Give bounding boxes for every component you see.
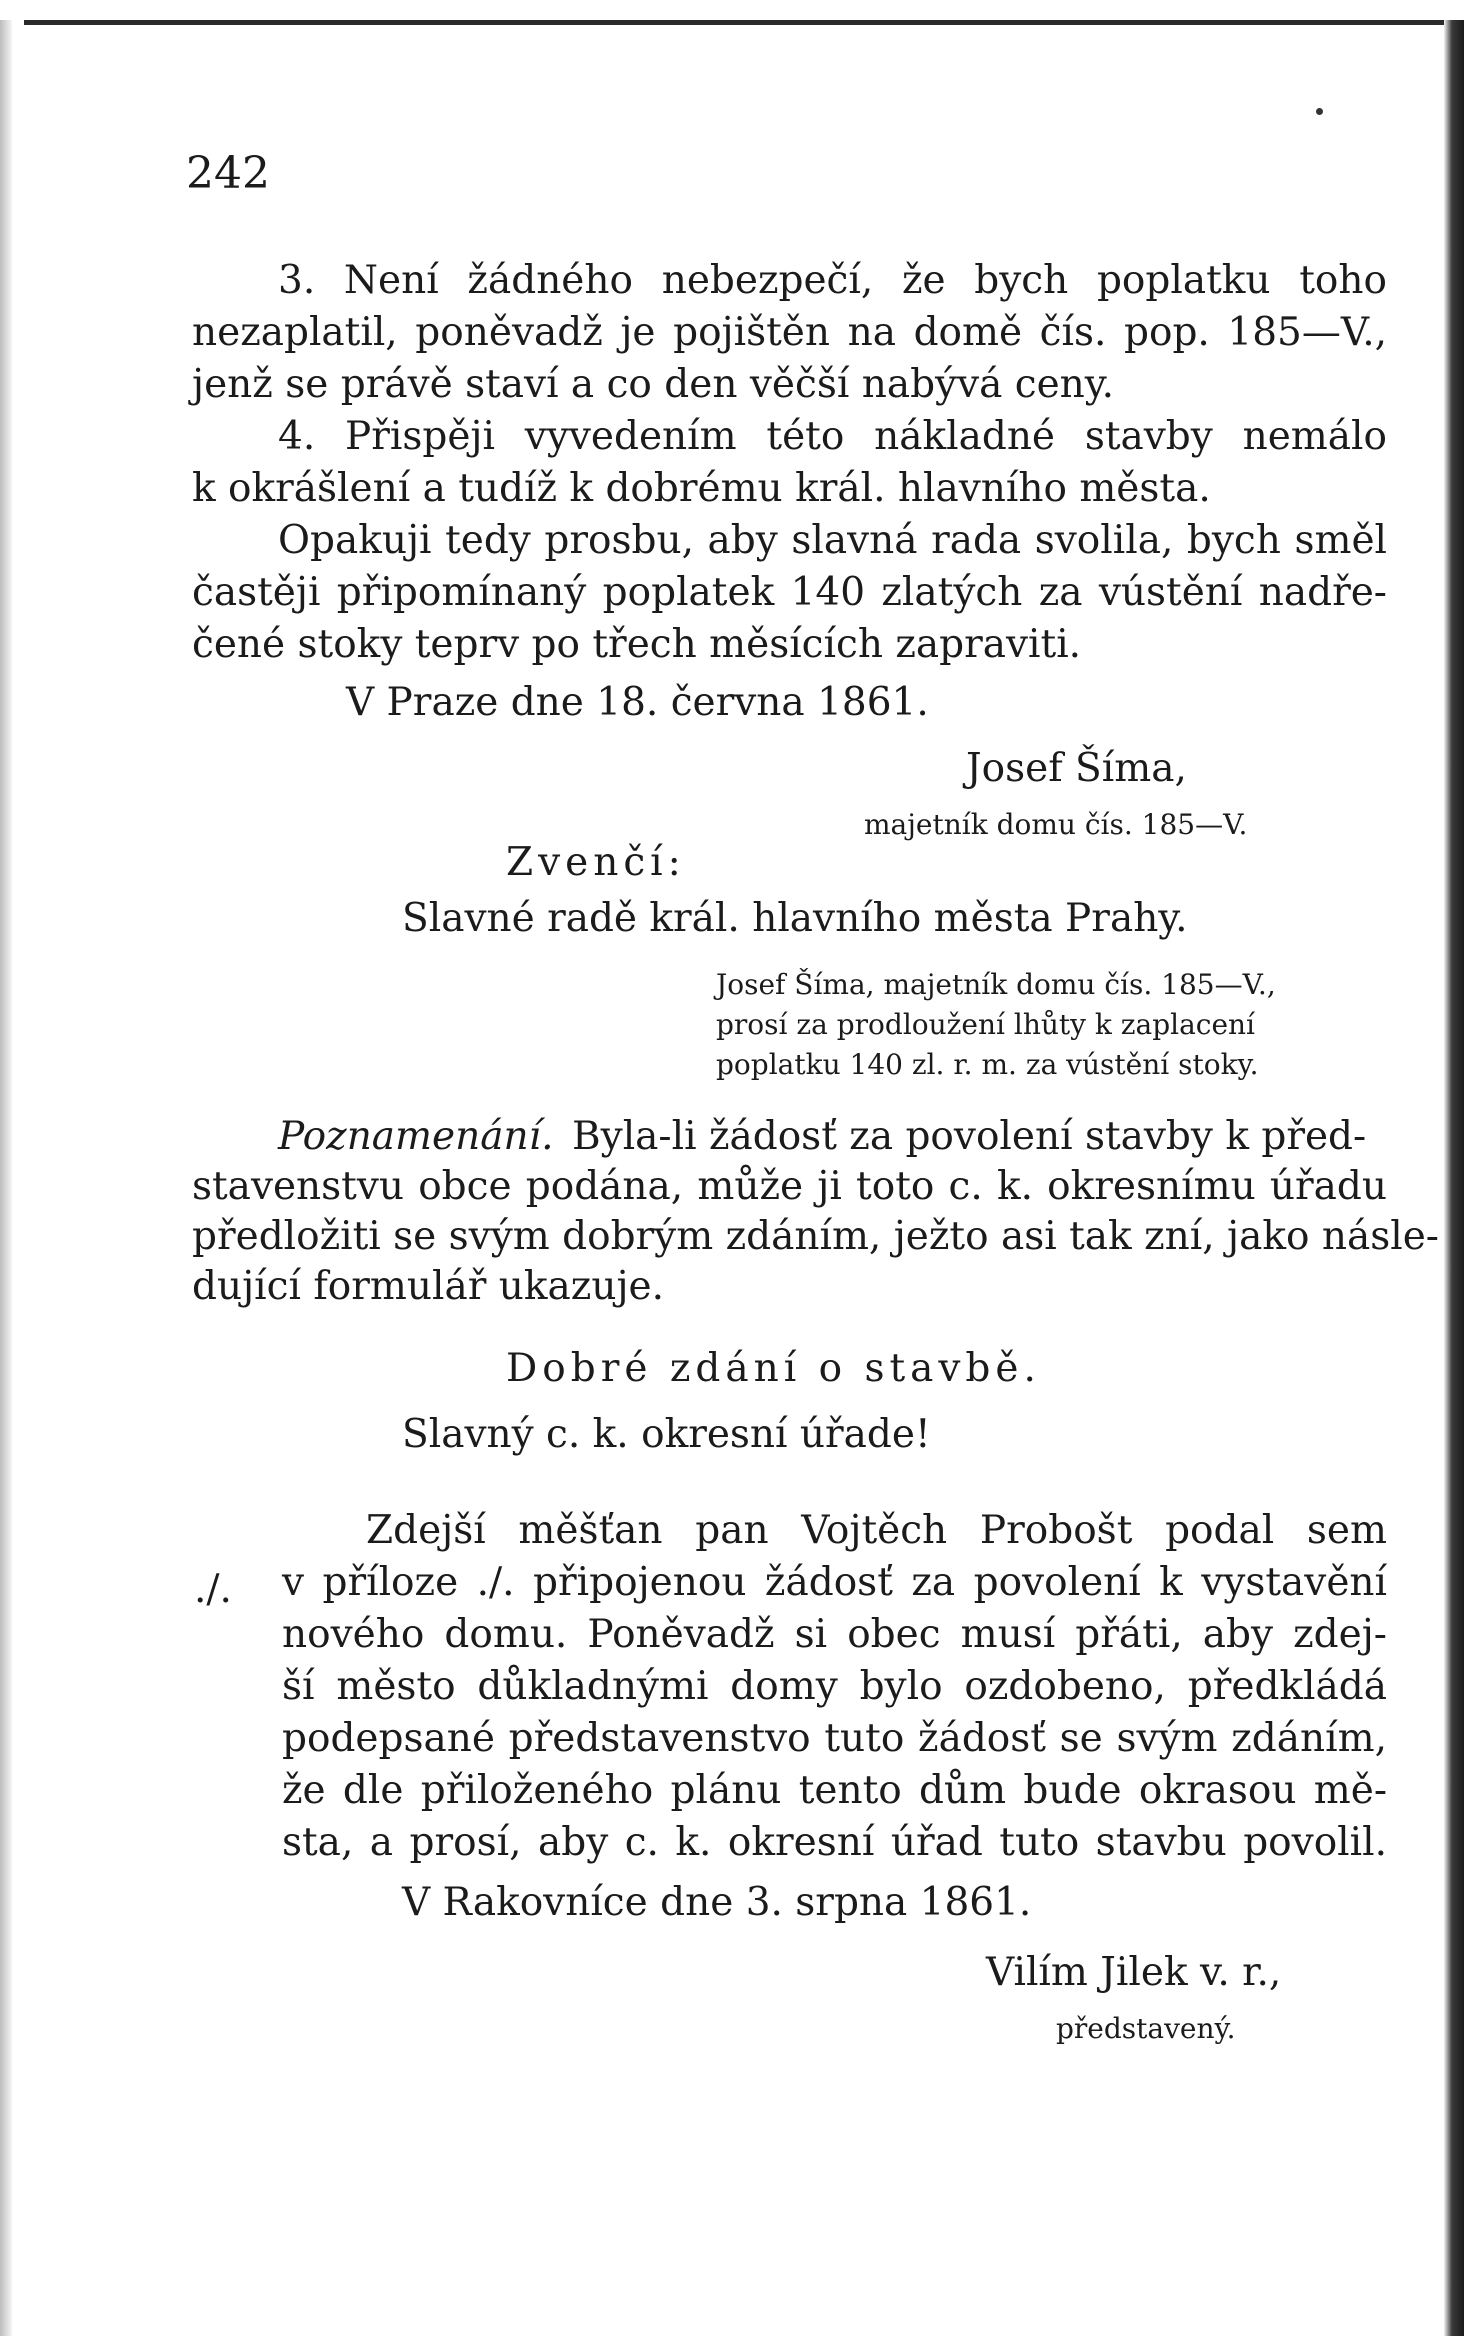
page-number: 242 — [186, 148, 270, 199]
letter-line: 4. Přispěji vyvedením této nákladné stavby nemálo — [278, 414, 1387, 459]
opinion-line: že dle přiloženého plánu tento dům bude okrasou mě- — [282, 1768, 1387, 1813]
note-label: Poznamenání. — [278, 1114, 554, 1159]
opinion-line: v příloze ./. připojenou žádosť za povolení k vystavění — [282, 1560, 1387, 1605]
opinion-line: Zdejší měšťan pan Vojtěch Probošt podal sem — [366, 1508, 1387, 1553]
opinion-line: nového domu. Poněvadž si obec musí přáti, aby zdej- — [282, 1612, 1387, 1657]
scan-border-left — [0, 20, 12, 2336]
outside-address: Slavné radě král. hlavního města Prahy. — [402, 896, 1188, 941]
opinion-line: ší město důkladnými domy bylo ozdobeno, předkládá — [282, 1664, 1387, 1709]
scan-speck — [1316, 108, 1323, 115]
letter-line: Opakuji tedy prosbu, aby slavná rada svolila, bych směl — [278, 518, 1387, 563]
opinion-signature-title: představený. — [1056, 2012, 1236, 2045]
letter-date: V Praze dne 18. června 1861. — [346, 680, 929, 725]
letter-line: častěji připomínaný poplatek 140 zlatých za vústění nadře- — [192, 570, 1387, 615]
letter-line: jenž se právě staví a co den věčší nabývá ceny. — [192, 362, 1115, 407]
scan-border-top — [24, 20, 1464, 25]
scan-border-right — [1444, 20, 1464, 2336]
letter-signature-name: Josef Šíma, — [966, 746, 1187, 791]
opinion-line: sta, a prosí, aby c. k. okresní úřad tuto stavbu povolil. — [282, 1820, 1387, 1865]
outside-label: Zvenčí: — [506, 840, 686, 885]
opinion-heading: Dobré zdání o stavbě. — [506, 1346, 1041, 1391]
outside-summary-line: prosí za prodloužení lhůty k zaplacení — [716, 1008, 1255, 1041]
note-line: stavenstvu obce podána, může ji toto c. k. okresnímu úřadu — [192, 1164, 1387, 1209]
attachment-marker: ./. — [194, 1567, 232, 1612]
note-line: dující formulář ukazuje. — [192, 1264, 665, 1309]
outside-summary-line: Josef Šíma, majetník domu čís. 185—V., — [716, 968, 1276, 1001]
letter-line: čené stoky teprv po třech měsících zapraviti. — [192, 622, 1082, 667]
letter-line: nezaplatil, poněvadž je pojištěn na domě čís. pop. 185—V., — [192, 310, 1387, 355]
note-line: Byla-li žádosť za povolení stavby k před- — [572, 1114, 1367, 1159]
note-line: předložiti se svým dobrým zdáním, ježto asi tak zní, jako násle- — [192, 1214, 1439, 1259]
letter-line: k okrášlení a tudíž k dobrému král. hlavního města. — [192, 466, 1211, 511]
opinion-salutation: Slavný c. k. okresní úřade! — [402, 1412, 931, 1457]
opinion-date: V Rakovníce dne 3. srpna 1861. — [402, 1880, 1032, 1925]
opinion-signature-name: Vilím Jilek v. r., — [986, 1950, 1282, 1995]
opinion-line: podepsané představenstvo tuto žádosť se svým zdáním, — [282, 1716, 1387, 1761]
letter-line: 3. Není žádného nebezpečí, že bych poplatku toho — [278, 258, 1387, 303]
outside-summary-line: poplatku 140 zl. r. m. za vústění stoky. — [716, 1048, 1259, 1081]
letter-signature-title: majetník domu čís. 185—V. — [864, 808, 1248, 841]
